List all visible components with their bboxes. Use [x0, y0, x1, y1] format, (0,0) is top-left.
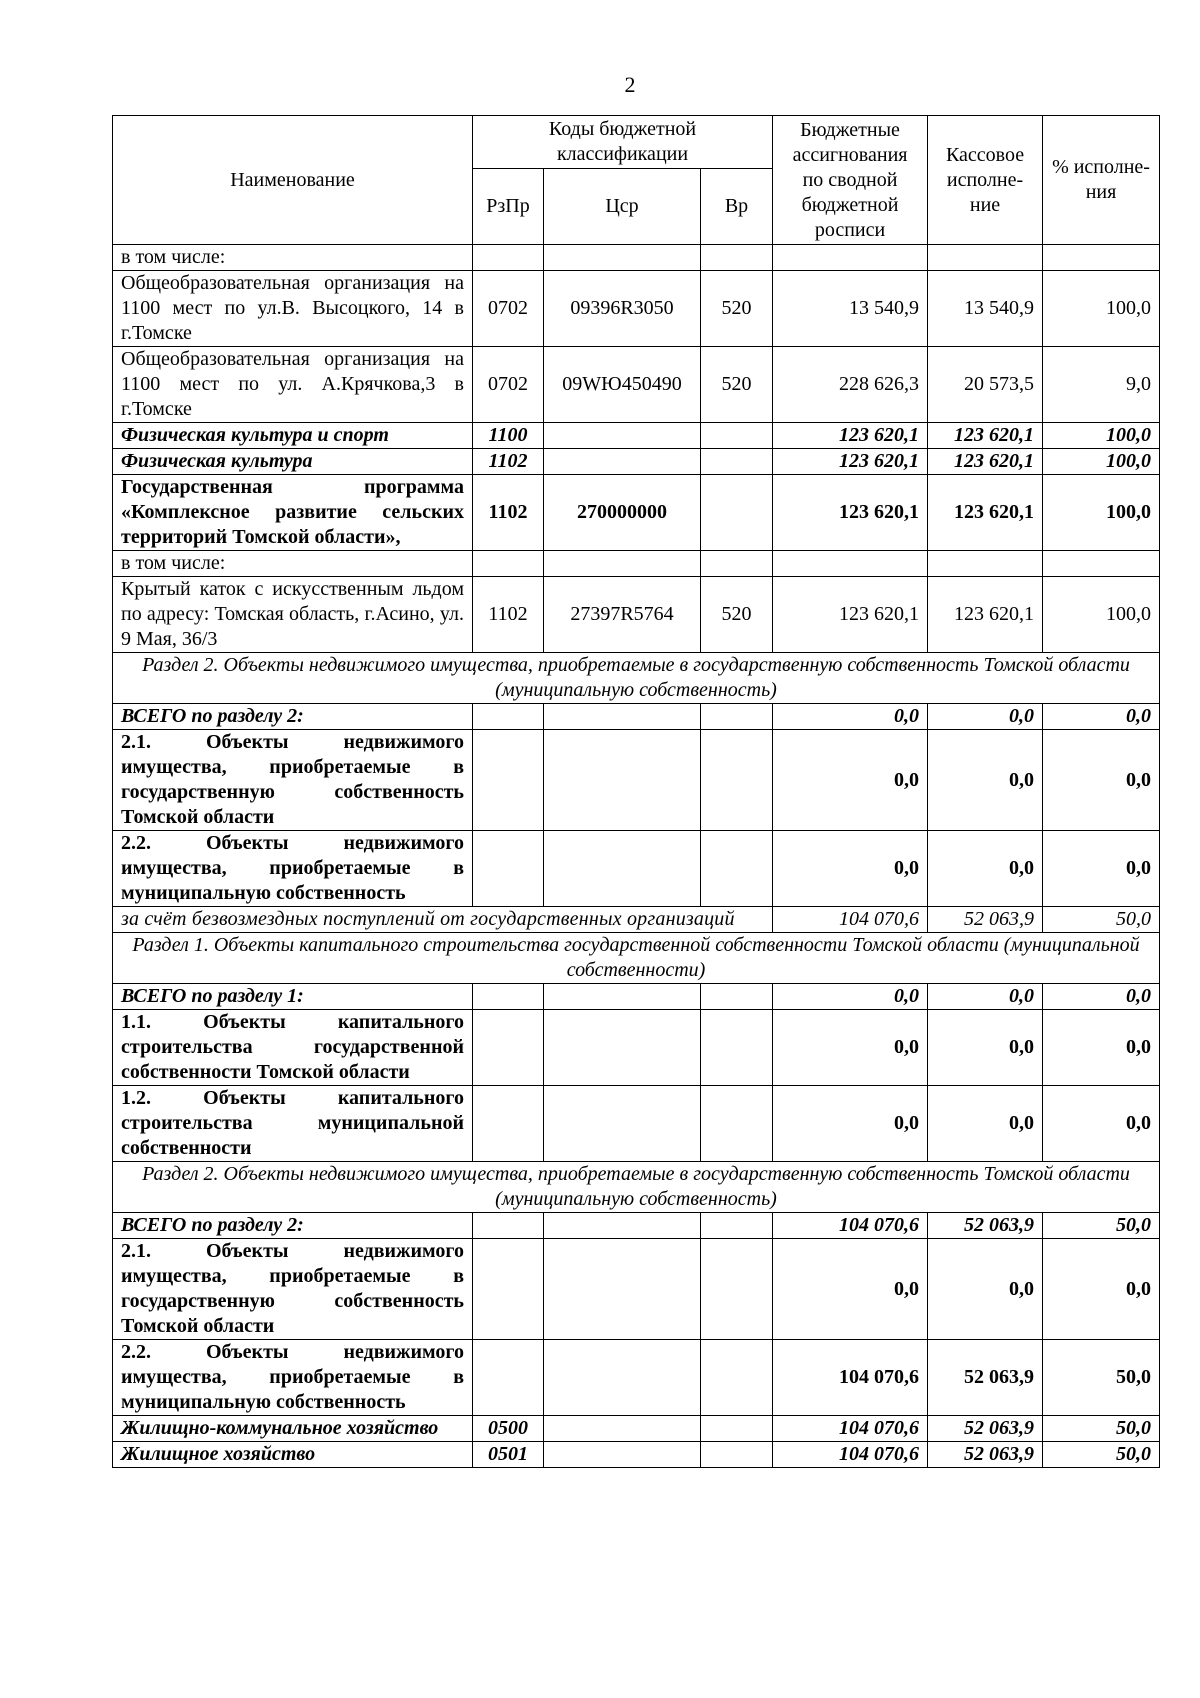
row-vr — [701, 1086, 773, 1162]
row-rzpr — [473, 831, 544, 907]
row-name: Государственная программа «Комплексное развитие сельских территорий Томской области», — [113, 475, 473, 551]
row-name: Общеобразовательная организация на 1100 мест по ул.В. Высоцкого, 14 в г.Томске — [113, 271, 473, 347]
row-percent: 0,0 — [1043, 1086, 1160, 1162]
table-row — [113, 423, 1160, 449]
row-assign: 123 620,1 — [773, 423, 928, 449]
page-number: 2 — [624, 72, 636, 97]
row-rzpr — [473, 1010, 544, 1086]
row-vr — [701, 831, 773, 907]
header-cash: Кассовое исполне-ние — [928, 116, 1043, 245]
table-row — [113, 1086, 1160, 1162]
row-cash: 123 620,1 — [928, 577, 1043, 653]
row-vr — [701, 1239, 773, 1340]
row-csr: 27397R5764 — [544, 577, 701, 653]
row-name: 2.1. Объекты недвижимого имущества, приобретаемые в государственную собственность Томской области — [113, 730, 473, 831]
row-vr — [701, 1010, 773, 1086]
row-vr — [701, 1416, 773, 1442]
row-cash: 123 620,1 — [928, 449, 1043, 475]
row-percent: 0,0 — [1043, 984, 1160, 1010]
row-csr — [544, 984, 701, 1010]
row-csr — [544, 704, 701, 730]
row-assign: 104 070,6 — [773, 1416, 928, 1442]
row-assign: 104 070,6 — [773, 1213, 928, 1239]
row-rzpr — [473, 984, 544, 1010]
row-rzpr: 0702 — [473, 271, 544, 347]
row-vr: 520 — [701, 271, 773, 347]
row-name: в том числе: — [113, 245, 473, 271]
row-percent: 100,0 — [1043, 475, 1160, 551]
section-title: Раздел 1. Объекты капитального строительства государственной собственности Томской области (муниципальной собственности) — [113, 933, 1160, 984]
row-csr — [544, 449, 701, 475]
row-assign: 0,0 — [773, 984, 928, 1010]
row-csr — [544, 1010, 701, 1086]
table-header-row — [113, 116, 1160, 169]
header-assignments: Бюджетные ассигнования по сводной бюджетной росписи — [773, 116, 928, 245]
table-row — [113, 730, 1160, 831]
section-title: Раздел 2. Объекты недвижимого имущества, приобретаемые в государственную собственность Томской области (муниципальную собственность) — [113, 1162, 1160, 1213]
header-vr: Вр — [701, 169, 773, 245]
row-assign: 0,0 — [773, 1010, 928, 1086]
row-vr — [701, 730, 773, 831]
header-csr: Цср — [544, 169, 701, 245]
row-assign: 123 620,1 — [773, 475, 928, 551]
row-csr — [544, 1340, 701, 1416]
row-vr — [701, 1213, 773, 1239]
row-cash: 13 540,9 — [928, 271, 1043, 347]
row-cash — [928, 551, 1043, 577]
row-assign: 104 070,6 — [773, 907, 928, 933]
row-cash: 0,0 — [928, 984, 1043, 1010]
row-vr: 520 — [701, 577, 773, 653]
row-csr — [544, 730, 701, 831]
row-csr — [544, 1239, 701, 1340]
row-csr — [544, 423, 701, 449]
table-row — [113, 551, 1160, 577]
row-percent: 50,0 — [1043, 1416, 1160, 1442]
row-rzpr — [473, 551, 544, 577]
row-csr: 09396R3050 — [544, 271, 701, 347]
row-percent: 50,0 — [1043, 1340, 1160, 1416]
row-cash: 0,0 — [928, 831, 1043, 907]
row-assign: 0,0 — [773, 1086, 928, 1162]
table-row — [113, 831, 1160, 907]
row-rzpr — [473, 1213, 544, 1239]
table-row — [113, 1340, 1160, 1416]
funding-note: за счёт безвозмездных поступлений от государственных организаций — [113, 907, 773, 933]
row-vr — [701, 984, 773, 1010]
row-vr — [701, 704, 773, 730]
row-cash: 0,0 — [928, 1010, 1043, 1086]
row-rzpr: 1102 — [473, 577, 544, 653]
row-percent: 100,0 — [1043, 577, 1160, 653]
row-vr — [701, 551, 773, 577]
row-rzpr: 1102 — [473, 449, 544, 475]
row-percent: 0,0 — [1043, 1010, 1160, 1086]
row-rzpr — [473, 704, 544, 730]
row-assign: 123 620,1 — [773, 449, 928, 475]
row-cash: 52 063,9 — [928, 1442, 1043, 1468]
row-vr — [701, 1340, 773, 1416]
row-name: 2.1. Объекты недвижимого имущества, приобретаемые в государственную собственность Томской области — [113, 1239, 473, 1340]
row-cash: 52 063,9 — [928, 907, 1043, 933]
row-cash: 0,0 — [928, 730, 1043, 831]
table-row — [113, 1010, 1160, 1086]
row-name: Жилищно-коммунальное хозяйство — [113, 1416, 473, 1442]
row-vr — [701, 475, 773, 551]
section-row — [113, 933, 1160, 984]
table-row — [113, 984, 1160, 1010]
table-row — [113, 704, 1160, 730]
table-row — [113, 347, 1160, 423]
row-csr: 09WЮ450490 — [544, 347, 701, 423]
row-cash: 0,0 — [928, 1239, 1043, 1340]
row-cash: 0,0 — [928, 1086, 1043, 1162]
header-codes: Коды бюджетной классификации — [473, 116, 773, 169]
row-name: 1.1. Объекты капитального строительства государственной собственности Томской области — [113, 1010, 473, 1086]
row-name: 2.2. Объекты недвижимого имущества, приобретаемые в муниципальную собственность — [113, 1340, 473, 1416]
row-rzpr: 1102 — [473, 475, 544, 551]
row-csr — [544, 831, 701, 907]
row-assign — [773, 245, 928, 271]
row-percent: 0,0 — [1043, 704, 1160, 730]
row-assign — [773, 551, 928, 577]
row-vr — [701, 245, 773, 271]
row-percent — [1043, 245, 1160, 271]
header-name: Наименование — [113, 116, 473, 245]
table-row — [113, 577, 1160, 653]
row-csr — [544, 1086, 701, 1162]
row-cash: 0,0 — [928, 704, 1043, 730]
row-rzpr: 0702 — [473, 347, 544, 423]
table-row — [113, 907, 1160, 933]
row-vr — [701, 1442, 773, 1468]
row-rzpr — [473, 1239, 544, 1340]
row-percent: 100,0 — [1043, 423, 1160, 449]
table-row — [113, 449, 1160, 475]
table-row — [113, 1213, 1160, 1239]
row-cash: 52 063,9 — [928, 1340, 1043, 1416]
row-cash: 52 063,9 — [928, 1213, 1043, 1239]
section-title: Раздел 2. Объекты недвижимого имущества, приобретаемые в государственную собственность Томской области (муниципальную собственность) — [113, 653, 1160, 704]
row-percent: 0,0 — [1043, 730, 1160, 831]
row-rzpr: 1100 — [473, 423, 544, 449]
table-row — [113, 245, 1160, 271]
row-percent: 9,0 — [1043, 347, 1160, 423]
row-assign: 0,0 — [773, 730, 928, 831]
row-percent: 50,0 — [1043, 907, 1160, 933]
row-vr — [701, 449, 773, 475]
row-assign: 13 540,9 — [773, 271, 928, 347]
row-percent: 50,0 — [1043, 1213, 1160, 1239]
section-row — [113, 653, 1160, 704]
row-name: 1.2. Объекты капитального строительства муниципальной собственности — [113, 1086, 473, 1162]
row-name: Физическая культура — [113, 449, 473, 475]
row-percent: 0,0 — [1043, 1239, 1160, 1340]
row-name: в том числе: — [113, 551, 473, 577]
row-percent: 50,0 — [1043, 1442, 1160, 1468]
row-percent: 0,0 — [1043, 831, 1160, 907]
row-csr — [544, 1442, 701, 1468]
row-name: Физическая культура и спорт — [113, 423, 473, 449]
header-rzpr: РзПр — [473, 169, 544, 245]
row-rzpr — [473, 1340, 544, 1416]
section-row — [113, 1162, 1160, 1213]
row-rzpr — [473, 730, 544, 831]
row-percent: 100,0 — [1043, 271, 1160, 347]
table-row — [113, 1239, 1160, 1340]
row-cash — [928, 245, 1043, 271]
table-row — [113, 475, 1160, 551]
table-row — [113, 1416, 1160, 1442]
row-name: ВСЕГО по разделу 2: — [113, 1213, 473, 1239]
row-percent — [1043, 551, 1160, 577]
row-vr — [701, 423, 773, 449]
row-name: ВСЕГО по разделу 2: — [113, 704, 473, 730]
row-assign: 104 070,6 — [773, 1442, 928, 1468]
row-cash: 52 063,9 — [928, 1416, 1043, 1442]
row-assign: 228 626,3 — [773, 347, 928, 423]
row-vr: 520 — [701, 347, 773, 423]
row-rzpr: 0500 — [473, 1416, 544, 1442]
row-csr — [544, 1416, 701, 1442]
row-assign: 0,0 — [773, 704, 928, 730]
row-assign: 0,0 — [773, 1239, 928, 1340]
row-cash: 123 620,1 — [928, 423, 1043, 449]
row-rzpr — [473, 1086, 544, 1162]
row-assign: 123 620,1 — [773, 577, 928, 653]
row-assign: 0,0 — [773, 831, 928, 907]
row-percent: 100,0 — [1043, 449, 1160, 475]
budget-table — [112, 115, 1160, 1468]
table-row — [113, 1442, 1160, 1468]
row-rzpr: 0501 — [473, 1442, 544, 1468]
row-name: Общеобразовательная организация на 1100 мест по ул. А.Крячкова,3 в г.Томске — [113, 347, 473, 423]
row-csr — [544, 551, 701, 577]
row-cash: 20 573,5 — [928, 347, 1043, 423]
row-csr: 270000000 — [544, 475, 701, 551]
header-percent: % исполне-ния — [1043, 116, 1160, 245]
row-name: Крытый каток с искусственным льдом по адресу: Томская область, г.Асино, ул. 9 Мая, 36/3 — [113, 577, 473, 653]
table-row — [113, 271, 1160, 347]
row-csr — [544, 245, 701, 271]
row-name: Жилищное хозяйство — [113, 1442, 473, 1468]
row-name: ВСЕГО по разделу 1: — [113, 984, 473, 1010]
row-name: 2.2. Объекты недвижимого имущества, приобретаемые в муниципальную собственность — [113, 831, 473, 907]
row-csr — [544, 1213, 701, 1239]
row-cash: 123 620,1 — [928, 475, 1043, 551]
row-assign: 104 070,6 — [773, 1340, 928, 1416]
row-rzpr — [473, 245, 544, 271]
